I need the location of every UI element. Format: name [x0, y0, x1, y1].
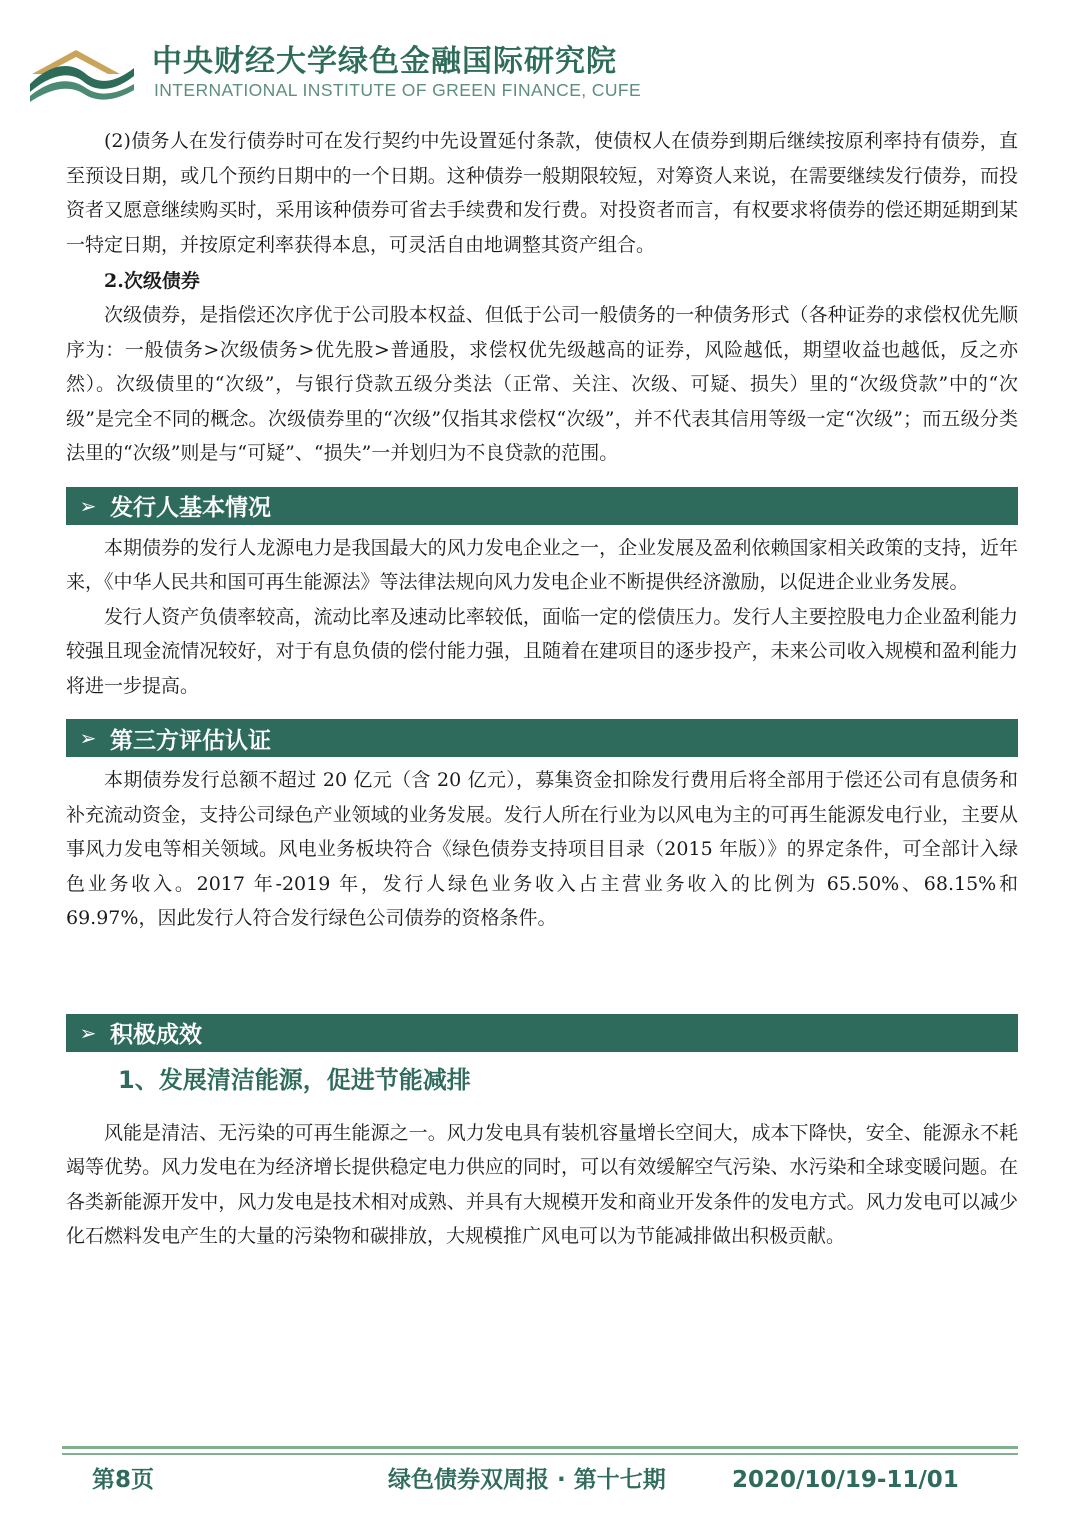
footer-rule-line-2: [62, 1453, 1018, 1455]
footer-issue-title: 绿色债券双周报 · 第十七期: [388, 1467, 666, 1493]
footer-rule: [62, 1446, 1018, 1455]
institute-name-cn: 中央财经大学绿色金融国际研究院: [152, 44, 617, 79]
section-arrow-icon: ➢: [79, 726, 97, 750]
effects-subheading-1: 1、发展清洁能源，促进节能减排: [118, 1065, 471, 1094]
section-title-third-party: 第三方评估认证: [110, 727, 271, 754]
third-party-paragraph-1: 本期债券发行总额不超过 20 亿元（含 20 亿元），募集资金扣除发行费用后将全部用于偿还公司有息债务和补充流动资金，支持公司绿色产业领域的业务发展。发行人所在行业为以风电为主的可再生能源发电行业，主要从事风力发电等相关领域。风电业务板块符合《绿色债券支持项目目录（2015 年版）》的界定条件，可全部计入绿色业务收入。2017 年-2019 年，发行人绿色业务收入占主营业务收入的比例为 65.50%、68.15%和 69.97%，因此发行人符合发行绿色公司债券的资格条件。: [66, 769, 1018, 929]
section-bar-issuer: [66, 487, 1018, 525]
page-header: [28, 36, 728, 106]
footer-date-range: 2020/10/19-11/01: [732, 1467, 959, 1493]
issuer-paragraph-1: 本期债券的发行人龙源电力是我国最大的风力发电企业之一，企业发展及盈利依赖国家相关政策的支持，近年来，《中华人民共和国可再生能源法》等法律法规向风力发电企业不断提供经济激励，以促进企业业务发展。: [66, 536, 1018, 593]
footer-page-number: 第8页: [92, 1467, 155, 1493]
page-content: [66, 124, 1018, 1254]
section-arrow-icon: ➢: [79, 493, 97, 518]
section-title-issuer: 发行人基本情况: [110, 495, 271, 521]
section-bar-third-party: [66, 719, 1018, 757]
institute-logo-icon: [28, 40, 138, 104]
footer-rule-line-1: [62, 1446, 1018, 1449]
section-title-effects: 积极成效: [110, 1022, 202, 1048]
intro-paragraph-1: (2)债务人在发行债券时可在发行契约中先设置延付条款，使债权人在债券到期后继续按原利率持有债券，直至预设日期，或几个预约日期中的一个日期。这种债券一般期限较短，对筹资人来说，在需要继续发行债券，而投资者又愿意继续购买时，采用该种债券可省去手续费和发行费。对投资者而言，有权要求将债券的偿还期延期到某一特定日期，并按原定利率获得本息，可灵活自由地调整其资产组合。: [66, 130, 1018, 256]
subordinated-bond-heading: 2.次级债券: [104, 270, 200, 292]
section-arrow-icon: ➢: [79, 1020, 97, 1045]
issuer-paragraph-2: 发行人资产负债率较高，流动比率及速动比率较低，面临一定的偿债压力。发行人主要控股电力企业盈利能力较强且现金流情况较好，对于有息负债的偿付能力强，且随着在建项目的逐步投产，未来公司收入规模和盈利能力将进一步提高。: [66, 605, 1018, 697]
section-bar-effects: [66, 1014, 1018, 1052]
institute-name-en: INTERNATIONAL INSTITUTE OF GREEN FINANCE, CUFE: [154, 80, 642, 100]
intro-paragraph-2: 次级债券，是指偿还次序优于公司股本权益、但低于公司一般债务的一种债务形式（各种证券的求偿权优先顺序为：一般债务>次级债务>优先股>普通股，求偿权优先级越高的证券，风险越低，期望收益也越低，反之亦然）。次级债里的“次级”，与银行贷款五级分类法（正常、关注、次级、可疑、损失）里的“次级贷款”中的“次级”是完全不同的概念。次级债券里的“次级”仅指其求偿权“次级”，并不代表其信用等级一定“次级”；而五级分类法里的“次级”则是与“可疑”、“损失”一并划归为不良贷款的范围。: [66, 304, 1018, 464]
effects-paragraph-1: 风能是清洁、无污染的可再生能源之一。风力发电具有装机容量增长空间大，成本下降快，安全、能源永不耗竭等优势。风力发电在为经济增长提供稳定电力供应的同时，可以有效缓解空气污染、水污染和全球变暖问题。在各类新能源开发中，风力发电是技术相对成熟、并具有大规模开发和商业开发条件的发电方式。风力发电可以减少化石燃料发电产生的大量的污染物和碳排放，大规模推广风电可以为节能减排做出积极贡献。: [66, 1121, 1018, 1247]
